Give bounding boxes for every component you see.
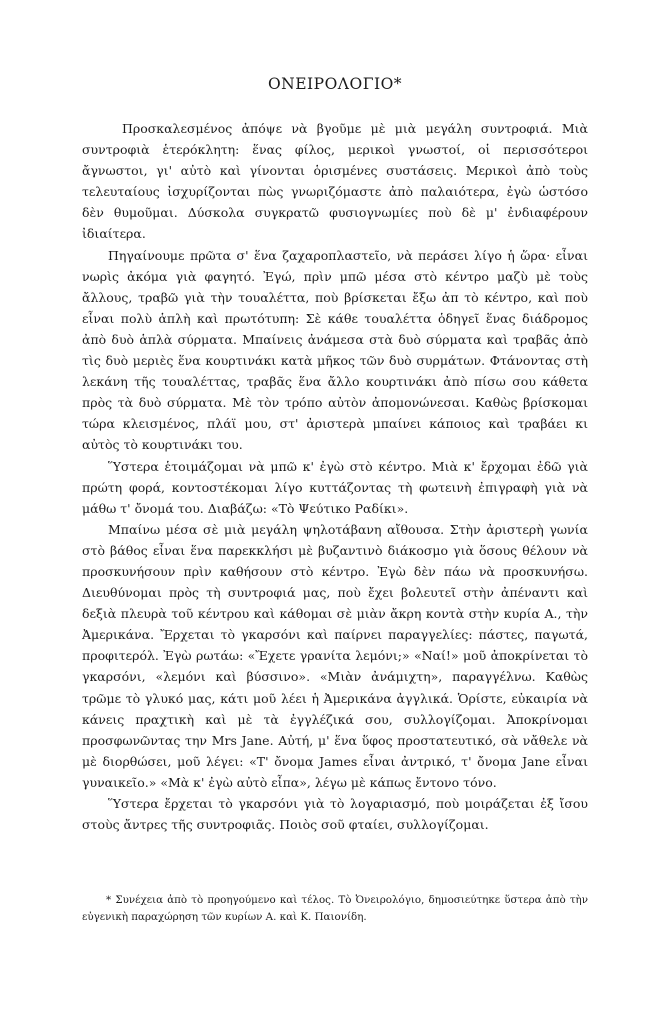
paragraph: Πηγαίνουμε πρῶτα σ' ἕνα ζαχαροπλαστεῖο, νὰ περάσει λίγο ἡ ὥρα· εἶναι νωρὶς ἀκόμα γιὰ φαγητό. Ἐγώ, πρὶν μπῶ μέσα στὸ κέντρο μαζὺ μὲ τοὺς ἄλλους, τραβῶ γιὰ τὴν τουαλέττα, ποὺ βρίσκεται ἔξω ἀπ τὸ κέντρο, καὶ ποὺ εἶναι πολὺ ἁπλὴ καὶ πρωτότυπη: Σὲ κάθε τουαλέττα ὁδηγεῖ ἕνας διάδρομος ἀπὸ δυὸ ἁπλὰ σύρματα. Μπαίνεις ἀνάμεσα στὰ δυὸ σύρματα καὶ τραβᾶς ἀπὸ τὶς δυὸ μεριὲς ἕνα κουρτινάκι κατὰ μῆκος τῶν δυὸ συρμάτων. Φτάνοντας στὴ λεκάνη τῆς τουαλέττας, τραβᾶς ἕνα ἄλλο κουρτινάκι ἀπὸ πίσω σου κάθετα πρὸς τὰ δυὸ σύρματα. Μὲ τὸν τρόπο αὐτὸν ἀπομονώνεσαι. Καθὼς βρίσκομαι τώρα κλεισμένος, πλάϊ μου, στ' ἀριστερὰ μπαίνει κάποιος καὶ τραβάει κι αὐτὸς τὸ κουρτινάκι του. [82, 247, 588, 453]
page-title: ΟΝΕΙΡΟΛΟΓΙΟ* [267, 75, 403, 93]
paragraph: Μπαίνω μέσα σὲ μιὰ μεγάλη ψηλοτάβανη αἴθουσα. Στὴν ἀριστερὴ γωνία στὸ βάθος εἶναι ἕνα παρεκκλήσι μὲ βυζαντινὸ διάκοσμο γιὰ ὅσους θέλουν νὰ προσκυνήσουν πρὶν καθήσουν στὸ κέντρο. Ἐγὼ δὲν πάω νὰ προσκυνήσω. Διευθύνομαι πρὸς τὴ συντροφιά μας, ποὺ ἔχει βολευτεῖ στὴν ἀπέναντι καὶ δεξιὰ πλευρὰ τοῦ κέντρου καὶ κάθομαι σὲ μιὰν ἄκρη κοντὰ στὴν κυρία Α., τὴν Ἀμερικάνα. Ἔρχεται τὸ γκαρσόνι καὶ παίρνει παραγγελίες: πάστες, παγωτά, προφιτερόλ. Ἐγὼ ρωτάω: «Ἔχετε γρανίτα λεμόνι;» «Ναί!» μοῦ ἀποκρίνεται τὸ γκαρσόνι, «λεμόνι καὶ βύσσινο». «Μιὰν ἀνάμιχτη», παραγγέλνω. Καθὼς τρῶμε τὸ γλυκό μας, κάτι μοῦ λέει ἡ Ἀμερικάνα ἀγγλικά. Ὁρίστε, εὐκαιρία νὰ κάνεις πραχτικὴ καὶ μὲ τὰ ἐγγλέζικά σου, συλλογίζομαι. Ἀποκρίνομαι προσφωνῶντας την Mrs Jane. Αὐτή, μ' ἕνα ὕφος προστατευτικό, σὰ νἄθελε νὰ μὲ διορθώσει, μοῦ λέγει: «Τ' ὄνομα James εἶναι ἀντρικό, τ' ὄνομα Jane εἶναι γυναικεῖο.» «Μὰ κ' ἐγὼ αὐτὸ εἶπα», λέγω μὲ κάπως ἔντονο τόνο. [82, 521, 588, 790]
paragraph: Προσκαλεσμένος ἀπόψε νὰ βγοῦμε μὲ μιὰ μεγάλη συντροφιά. Μιὰ συντροφιὰ ἑτερόκλητη: ἕνας φίλος, μερικοὶ γνωστοί, οἱ περισσότεροι ἄγνωστοι, γι' αὐτὸ καὶ γίνονται ὁρισμένες συστάσεις. Μερικοὶ ἀπὸ τοὺς τελευταίους ἰσχυρίζονται πὼς γνωριζόμαστε ἀπὸ παλαιότερα, ἐγὼ ὡστόσο δὲν θυμοῦμαι. Δύσκολα συγκρατῶ φυσιογνωμίες ποὺ δὲ μ' ἐνδιαφέρουν ἰδιαίτερα. [82, 121, 588, 242]
footnote-text: * Συνέχεια ἀπὸ τὸ προηγούμενο καὶ τέλος. Τὸ Ὀνειρολόγιο, δημοσιεύτηκε ὕστερα ἀπὸ τὴν εὐγενικὴ παραχώρηση τῶν κυρίων Α. καὶ Κ. Παιονίδη. [82, 894, 588, 923]
body-text [82, 118, 588, 835]
paragraph: Ὕστερα ἑτοιμάζομαι νὰ μπῶ κ' ἐγὼ στὸ κέντρο. Μιὰ κ' ἔρχομαι ἐδῶ γιὰ πρώτη φορά, κοντοστέκομαι λίγο κυττάζοντας τὴ φωτεινὴ ἐπιγραφὴ γιὰ νὰ μάθω τ' ὄνομά του. Διαβάζω: «Τὸ Ψεύτικο Ραδίκι». [82, 458, 588, 516]
paragraph: Ὕστερα ἔρχεται τὸ γκαρσόνι γιὰ τὸ λογαριασμό, ποὺ μοιράζεται ἐξ ἴσου στοὺς ἄντρες τῆς συντροφιᾶς. Ποιὸς σοῦ φταίει, συλλογίζομαι. [82, 796, 588, 833]
footnote [82, 892, 588, 926]
